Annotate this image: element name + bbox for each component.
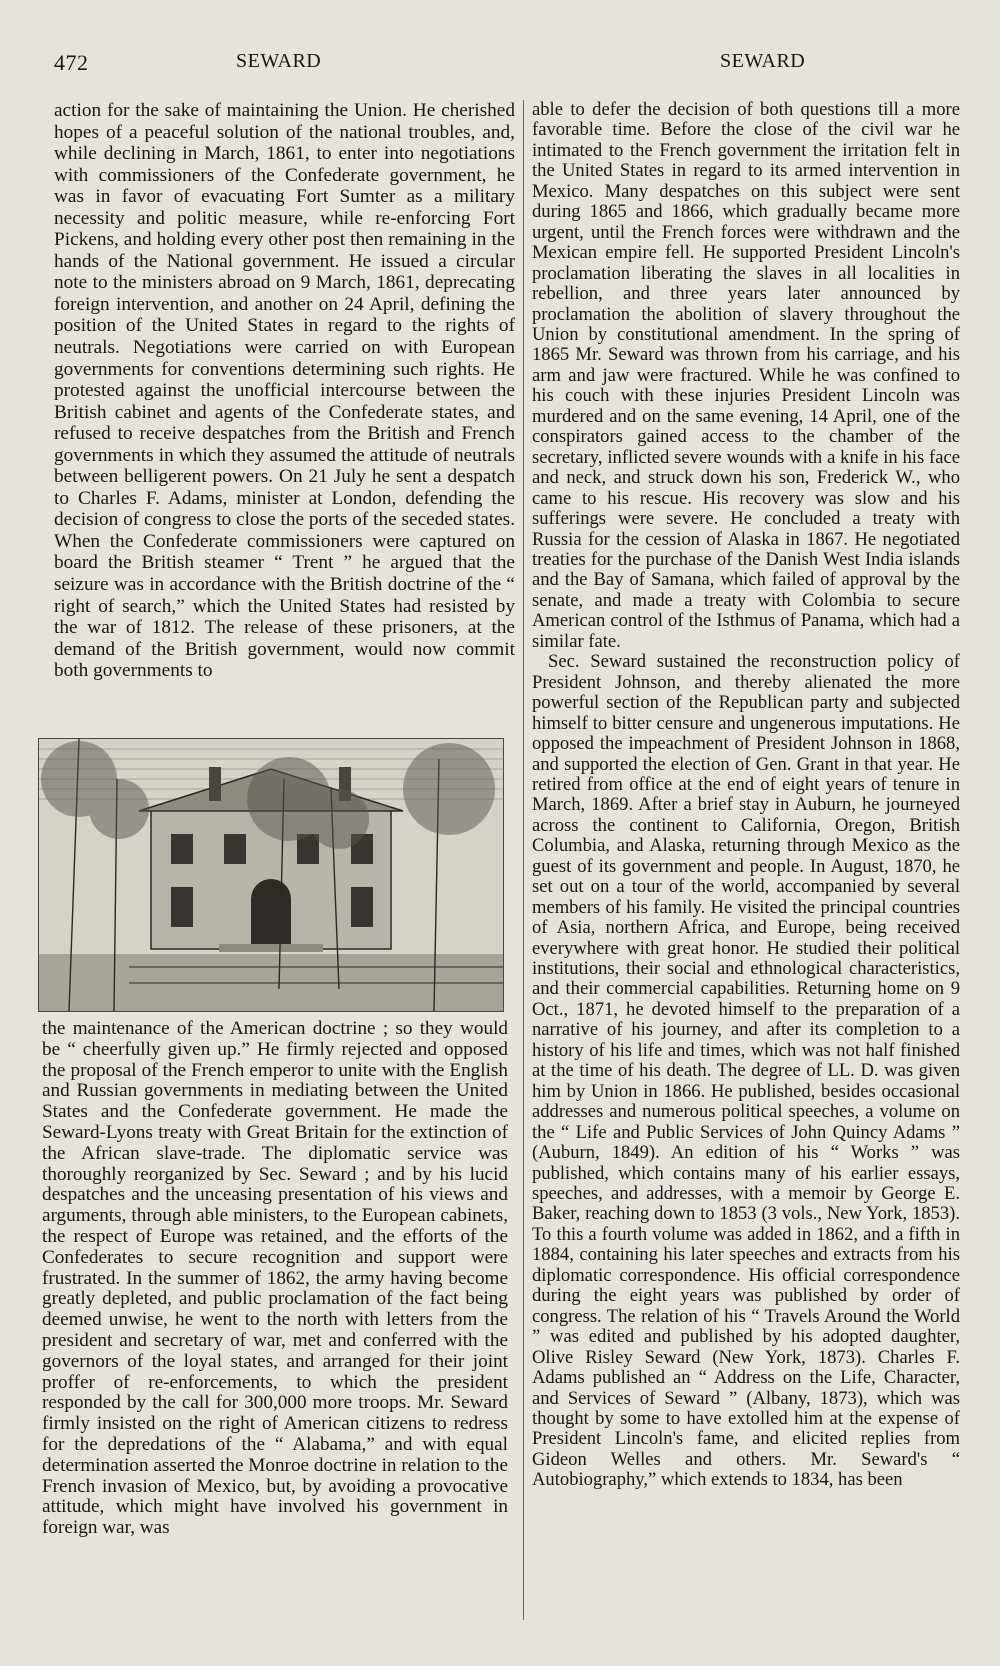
left-column-top (54, 100, 515, 682)
column-divider (523, 100, 524, 1620)
running-head-right: SEWARD (720, 50, 806, 72)
body-paragraph: Sec. Seward sustained the reconstruction policy of President Johnson, and thereby alienated the more powerful section of the Republican party and subjected himself to bitter censure and ungenerous imputations. He opposed the impeachment of President Johnson in 1868, and supported the election of Gen. Grant in that year. He retired from office at the end of eight years of tenure in March, 1869. After a brief stay in Auburn, he journeyed across the continent to California, Oregon, British Columbia, and Alaska, returning through Mexico as the guest of its government and people. In August, 1870, he set out on a tour of the world, accompanied by several members of his family. He visited the principal countries of Asia, northern Africa, and Europe, being received everywhere with great honor. He studied their political institutions, their social and ethnological characteristics, and their commercial capabilities. Returning home on 9 Oct., 1871, he devoted himself to the preparation of a narrative of his journey, and after its completion to a history of his life and times, which was not half finished at the time of his death. The degree of LL. D. was given him by Union in 1866. He published, besides occasional addresses and numerous political speeches, a volume on the “ Life and Public Services of John Quincy Adams ” (Auburn, 1849). An edition of his “ Works ” was published, which contains many of his earlier essays, speeches, and addresses, with a memoir by George E. Baker, reaching down to 1853 (3 vols., New York, 1853). To this a fourth volume was added in 1862, and a fifth in 1884, containing his later speeches and extracts from his diplomatic correspondence. His official correspondence during the eight years was published by order of congress. The relation of his “ Travels Around the World ” was edited and published by his adopted daughter, Olive Risley Seward (New York, 1873). Charles F. Adams published an “ Address on the Life, Character, and Services of Seward ” (Albany, 1873), which was thought by some to have extolled him at the expense of President Lincoln's fame, and elicited replies from Gideon Welles and others. Mr. Seward's “ Autobiography,” which extends to 1834, has been (532, 651, 960, 1491)
page-number: 472 (54, 50, 89, 75)
body-paragraph: action for the sake of maintaining the Union. He cherished hopes of a peaceful solution of the national troubles, and, while declining in March, 1861, to enter into negotiations with commissioners of the Confederate government, he was in favor of evacuating Fort Sumter as a military necessity and politic measure, while re-enforcing Fort Pickens, and holding every other post then remaining in the hands of the National government. He issued a circular note to the ministers abroad on 9 March, 1861, deprecating foreign intervention, and another on 24 April, defining the position of the United States in regard to the rights of neutrals. Negotiations were carried on with European governments for conventions determining such rights. He protested against the unofficial intercourse between the British cabinet and agents of the Confederate states, and refused to receive despatches from the British and French governments in which they assumed the attitude of neutrals between belligerent powers. On 21 July he sent a despatch to Charles F. Adams, minister at London, defending the decision of congress to close the ports of the seceded states. When the Confederate commissioners were captured on board the British steamer “ Trent ” he argued that the seizure was in accordance with the British doctrine of the “ right of search,” which the United States had resisted by the war of 1812. The release of these prisoners, at the demand of the British government, would now commit both governments to (54, 100, 516, 682)
body-paragraph: the maintenance of the American doctrine ; so they would be “ cheerfully given up.” He firmly rejected and opposed the proposal of the French emperor to unite with the English and Russian governments in mediating between the United States and the Confederate government. He made the Seward-Lyons treaty with Great Britain for the extinction of the African slave-trade. The diplomatic service was thoroughly reorganized by Sec. Seward ; and by his lucid despatches and the unceasing presentation of his views and arguments, through able ministers, to the European cabinets, the respect of Europe was retained, and the efforts of the Confederates to secure recognition and support were frustrated. In the summer of 1862, the army having become greatly depleted, and public proclamation of the fact being deemed unwise, he went to the north with letters from the president and secretary of war, met and conferred with the governors of the loyal states, and arranged for their joint proffer of re-enforcements, to which the president responded by the call for 300,000 more troops. Mr. Seward firmly insisted on the right of American citizens to redress for the depredations of the “ Alabama,” and with equal determination asserted the Monroe doctrine in relation to the French invasion of Mexico, but, by avoiding a provocative attitude, which might have involved his government in foreign war, was (42, 1018, 508, 1539)
page-header (0, 50, 1000, 80)
running-head-left: SEWARD (236, 50, 322, 72)
house-illustration (38, 738, 504, 1012)
left-column-bottom (42, 1019, 508, 1539)
house-engraving-icon (39, 739, 503, 1011)
right-column (532, 100, 960, 1491)
body-paragraph: able to defer the decision of both questions till a more favorable time. Before the close of the civil war he intimated to the French government the irritation felt in the United States in regard to its armed intervention in Mexico. Many despatches on this subject were sent during 1865 and 1866, which gradually became more urgent, until the French forces were withdrawn and the Mexican empire fell. He supported President Lincoln's proclamation liberating the slaves in all localities in rebellion, and three years later announced by proclamation the abolition of slavery throughout the Union by constitutional amendment. In the spring of 1865 Mr. Seward was thrown from his carriage, and his arm and jaw were fractured. While he was confined to his couch with these injuries President Lincoln was murdered and on the same evening, 14 April, one of the conspirators gained access to the chamber of the secretary, inflicted severe wounds with a knife in his face and neck, and struck down his son, Frederick W., who came to his rescue. His recovery was slow and his sufferings were severe. He concluded a treaty with Russia for the cession of Alaska in 1867. He negotiated treaties for the purchase of the Danish West India islands and the Bay of Samana, which failed of approval by the senate, and made a treaty with Colombia to secure American control of the Isthmus of Panama, which had a similar fate. (532, 99, 960, 652)
